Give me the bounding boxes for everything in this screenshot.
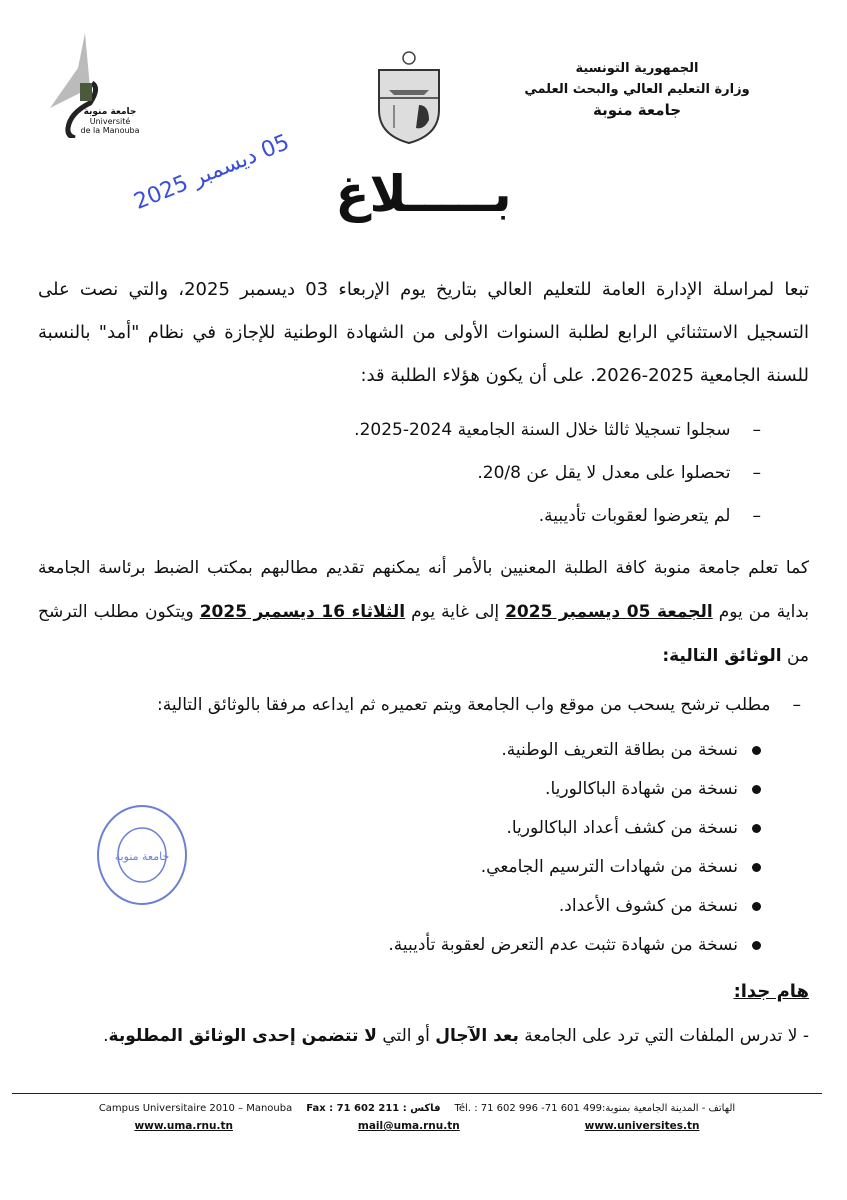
condition-item: –لم يتعرضوا لعقوبات تأديبية. <box>538 506 761 526</box>
document-item: نسخة من كشوف الأعداد. <box>559 887 761 926</box>
application-item: –مطلب ترشح يسحب من موقع واب الجامعة ويتم تعميره ثم ايداعه مرفقا بالوثائق التالية: <box>157 695 801 715</box>
footer-links-row <box>12 1118 822 1134</box>
intro-line: 2026. على أن يكون هؤلاء الطلبة قد: <box>360 365 642 386</box>
important-note: - لا تدرس الملفات التي ترد على الجامعة بعد الآجال أو التي لا تتضمن إحدى الوثائق المطلوبة. <box>103 1026 809 1046</box>
website-link[interactable]: www.uma.rnu.tn <box>134 1120 233 1132</box>
important-heading: هام جدا: <box>733 981 809 1002</box>
footer-contact-row <box>12 1102 822 1116</box>
document-item: نسخة من كشف أعداد الباكالوريا. <box>506 809 761 848</box>
footer <box>12 1093 822 1134</box>
document-item: نسخة من شهادات الترسيم الجامعي. <box>481 848 761 887</box>
document-item: نسخة من شهادة تثبت عدم التعرض لعقوبة تأديبية. <box>388 926 761 965</box>
logo-caption: جامعة منوبة Université de la Manouba <box>80 107 140 135</box>
ministry-name: وزارة التعليم العالي والبحث العلمي <box>524 82 750 97</box>
svg-text:جامعة منوبة: جامعة منوبة <box>114 850 170 863</box>
documents-list <box>38 731 809 965</box>
footer-address: Campus Universitaire 2010 – Manouba <box>98 1103 293 1114</box>
condition-item: –سجلوا تسجيلا ثالثا خلال السنة الجامعية 2024-2025. <box>354 420 761 440</box>
country-name: الجمهورية التونسية <box>575 61 699 76</box>
intro-paragraph <box>38 268 809 397</box>
deadline-line: كما تعلم جامعة منوبة كافة الطلبة المعنيين بالأمر أنه يمكنهم تقديم مطالبهم بمكتب الضبط برئاسة الجامعة <box>38 558 809 578</box>
document-item: نسخة من شهادة الباكالوريا. <box>545 770 761 809</box>
university-name: جامعة منوبة <box>592 101 682 119</box>
email-link[interactable]: mail@uma.rnu.tn <box>357 1120 460 1132</box>
universities-link[interactable]: www.universites.tn <box>584 1120 700 1132</box>
condition-item: –تحصلوا على معدل لا يقل عن 20/8. <box>477 463 761 483</box>
document-item: نسخة من بطاقة التعريف الوطنية. <box>501 731 761 770</box>
deadline-paragraph: كما تعلم جامعة منوبة كافة الطلبة المعنيين بالأمر أنه يمكنهم تقديم مطالبهم بمكتب الضبط برئاسة الجامعة بداية من يوم الجمعة 05 ديسمبر 2025 إلى غاية يوم الثلاثاء 16 ديسمبر 2025 ويتكون مطلب الترشح من الوثائق التالية: <box>38 558 810 666</box>
date-stamp: 05 ديسمبر 2025 <box>130 129 294 215</box>
conditions-list <box>38 409 809 538</box>
footer-fax: Fax : 71 602 211 : فاكس <box>306 1103 441 1114</box>
intro-line: تبعا لمراسلة الإدارة العامة للتعليم العالي بتاريخ يوم الإربعاء 03 ديسمبر 2025، والتي نصت على التسجيل <box>38 279 809 343</box>
page-title: بـــــلاغ <box>335 165 512 223</box>
intro-line: الاستثنائي الرابع لطلبة السنوات الأولى من الشهادة الوطنية للإجازة في نظام "أمد" بالنسبة للسنة الجامعية 2025- <box>38 322 809 386</box>
footer-tel: Tél. : 71 602 996 -71 601 499:الهاتف - المدينة الجامعية بمنوبة <box>454 1103 736 1114</box>
